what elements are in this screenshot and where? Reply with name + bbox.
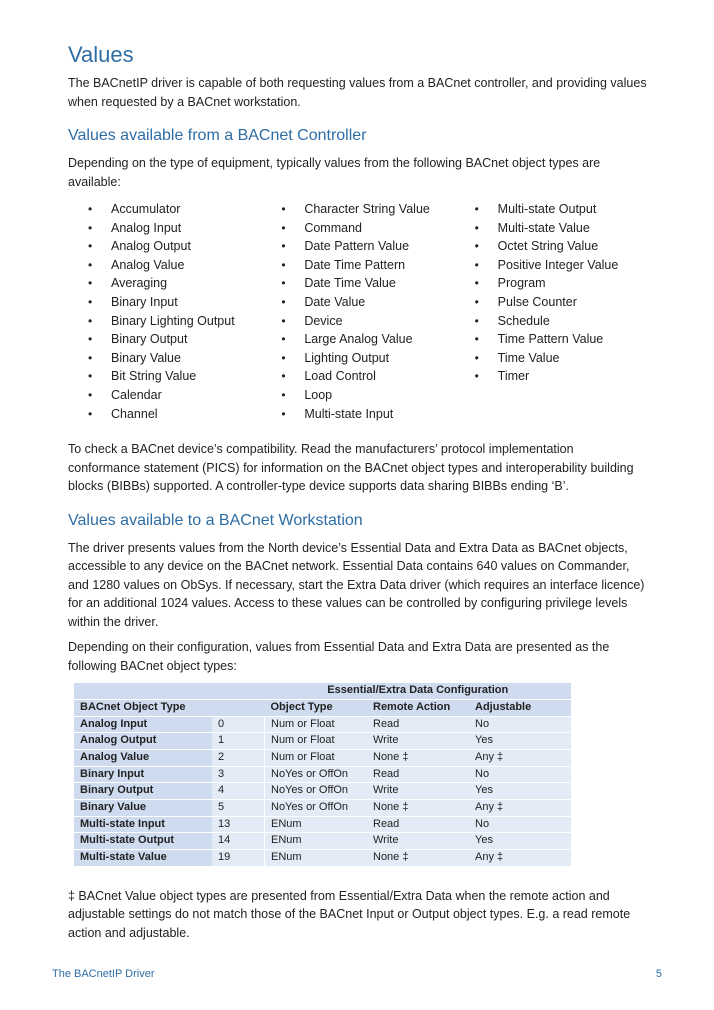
- row-adjustable: Yes: [469, 733, 571, 750]
- row-remote-action: Write: [367, 833, 469, 850]
- row-bacnet-type: Binary Input: [74, 766, 212, 783]
- table-header-bacnet-type: BACnet Object Type: [74, 699, 212, 716]
- object-type-item: • Positive Integer Value: [475, 256, 648, 275]
- row-remote-action: Read: [367, 766, 469, 783]
- object-type-item: • Analog Output: [88, 237, 261, 256]
- object-type-item: • Analog Input: [88, 219, 261, 238]
- table-header-remote-action: Remote Action: [367, 699, 469, 716]
- row-remote-action: Read: [367, 816, 469, 833]
- row-bacnet-type: Binary Value: [74, 800, 212, 817]
- table-header-object-type: Object Type: [265, 699, 368, 716]
- row-adjustable: Yes: [469, 783, 571, 800]
- object-type-column-1: [68, 200, 261, 423]
- table-row: [74, 716, 571, 733]
- table-row: [74, 783, 571, 800]
- table-blank-cell: [212, 683, 265, 699]
- object-type-item: • Averaging: [88, 274, 261, 293]
- table-row: [74, 733, 571, 750]
- object-type-item: • Timer: [475, 367, 648, 386]
- table-blank-cell: [74, 683, 212, 699]
- row-object-type: ENum: [265, 816, 368, 833]
- row-id: 3: [212, 766, 265, 783]
- row-adjustable: Any ‡: [469, 800, 571, 817]
- row-id: 2: [212, 749, 265, 766]
- object-type-item: • Large Analog Value: [281, 330, 454, 349]
- row-adjustable: No: [469, 766, 571, 783]
- row-id: 0: [212, 716, 265, 733]
- row-object-type: Num or Float: [265, 733, 368, 750]
- footnote: ‡ BACnet Value object types are presented from Essential/Extra Data when the remote action and adjustable settings do not match those of the BACnet Input or Output object types. E.g. a read remote action and adjustable.: [68, 888, 631, 940]
- row-id: 5: [212, 800, 265, 817]
- object-type-item: • Multi-state Value: [475, 219, 648, 238]
- object-type-column-3: [455, 200, 648, 423]
- object-type-item: • Binary Input: [88, 293, 261, 312]
- page-footer: [52, 968, 662, 980]
- object-type-columns: [68, 200, 648, 423]
- table-header-adjustable: Adjustable: [469, 699, 571, 716]
- object-type-item: • Bit String Value: [88, 367, 261, 386]
- controller-paragraph: Depending on the type of equipment, typically values from the following BACnet object types are available:: [68, 156, 601, 189]
- row-object-type: Num or Float: [265, 749, 368, 766]
- row-remote-action: None ‡: [367, 749, 469, 766]
- row-object-type: NoYes or OffOn: [265, 766, 368, 783]
- object-type-item: • Time Value: [475, 349, 648, 368]
- page-title: Values: [68, 42, 134, 67]
- workstation-paragraph-2: Depending on their configuration, values from Essential Data and Extra Data are presented as the following BACnet object types:: [68, 640, 610, 673]
- object-type-item: • Binary Lighting Output: [88, 312, 261, 331]
- row-bacnet-type: Multi-state Value: [74, 850, 212, 867]
- row-object-type: NoYes or OffOn: [265, 783, 368, 800]
- row-adjustable: Yes: [469, 833, 571, 850]
- compatibility-paragraph: To check a BACnet device’s compatibility. Read the manufacturers’ protocol implementation conformance statement (PICS) for information on the BACnet object types and interoperability building blocks (BIBBs) supported. A controller-type device supports data sharing BIBBs ending ‘B’.: [68, 442, 634, 494]
- row-bacnet-type: Binary Output: [74, 783, 212, 800]
- row-adjustable: Any ‡: [469, 749, 571, 766]
- row-object-type: ENum: [265, 833, 368, 850]
- row-remote-action: Write: [367, 733, 469, 750]
- table-group-header: Essential/Extra Data Configuration: [265, 683, 572, 699]
- row-bacnet-type: Multi-state Output: [74, 833, 212, 850]
- object-type-item: • Binary Output: [88, 330, 261, 349]
- row-bacnet-type: Analog Input: [74, 716, 212, 733]
- row-adjustable: Any ‡: [469, 850, 571, 867]
- row-remote-action: Read: [367, 716, 469, 733]
- table-row: [74, 749, 571, 766]
- row-id: 4: [212, 783, 265, 800]
- object-type-item: • Binary Value: [88, 349, 261, 368]
- object-type-item: • Date Time Pattern: [281, 256, 454, 275]
- object-type-item: • Time Pattern Value: [475, 330, 648, 349]
- workstation-paragraph-1: The driver presents values from the North device’s Essential Data and Extra Data as BACnet objects, accessible to any device on the BACnet network. Essential Data contains 640 values on Commander, and 1280 values on ObSys. If necessary, start the Extra Data driver (which requires an interface licence) for an additional 1024 values. Access to these values can be controlled by configuring privilege levels within the driver.: [68, 540, 645, 629]
- table-group-header-row: [74, 683, 571, 699]
- object-type-item: • Character String Value: [281, 200, 454, 219]
- object-type-item: • Program: [475, 274, 648, 293]
- row-adjustable: No: [469, 816, 571, 833]
- row-object-type: ENum: [265, 850, 368, 867]
- object-type-item: • Load Control: [281, 367, 454, 386]
- object-type-item: • Accumulator: [88, 200, 261, 219]
- row-remote-action: Write: [367, 783, 469, 800]
- section-heading-controller: Values available from a BACnet Controller: [68, 127, 367, 144]
- table-header-id: [212, 699, 265, 716]
- intro-paragraph: The BACnetIP driver is capable of both requesting values from a BACnet controller, and providing values when requested by a BACnet workstation.: [68, 76, 647, 109]
- row-remote-action: None ‡: [367, 800, 469, 817]
- table-header-row: [74, 699, 571, 716]
- object-type-item: • Channel: [88, 405, 261, 424]
- row-bacnet-type: Multi-state Input: [74, 816, 212, 833]
- object-type-item: • Multi-state Output: [475, 200, 648, 219]
- page-number: 5: [655, 968, 662, 980]
- object-type-item: • Calendar: [88, 386, 261, 405]
- object-type-item: • Date Value: [281, 293, 454, 312]
- row-id: 14: [212, 833, 265, 850]
- object-type-item: • Loop: [281, 386, 454, 405]
- object-type-item: • Pulse Counter: [475, 293, 648, 312]
- row-id: 13: [212, 816, 265, 833]
- row-id: 1: [212, 733, 265, 750]
- row-adjustable: No: [469, 716, 571, 733]
- object-type-table: [74, 683, 571, 867]
- table-row: [74, 766, 571, 783]
- object-type-item: • Lighting Output: [281, 349, 454, 368]
- object-type-item: • Analog Value: [88, 256, 261, 275]
- table-row: [74, 833, 571, 850]
- object-type-column-2: [261, 200, 454, 423]
- row-object-type: NoYes or OffOn: [265, 800, 368, 817]
- row-remote-action: None ‡: [367, 850, 469, 867]
- object-type-item: • Device: [281, 312, 454, 331]
- object-type-item: • Schedule: [475, 312, 648, 331]
- table-row: [74, 816, 571, 833]
- object-type-item: • Multi-state Input: [281, 405, 454, 424]
- footer-title: The BACnetIP Driver: [52, 968, 155, 980]
- object-type-item: • Command: [281, 219, 454, 238]
- object-type-item: • Date Pattern Value: [281, 237, 454, 256]
- row-bacnet-type: Analog Output: [74, 733, 212, 750]
- row-id: 19: [212, 850, 265, 867]
- object-type-item: • Octet String Value: [475, 237, 648, 256]
- row-object-type: Num or Float: [265, 716, 368, 733]
- page-content: [68, 40, 648, 942]
- table-row: [74, 800, 571, 817]
- object-type-item: • Date Time Value: [281, 274, 454, 293]
- row-bacnet-type: Analog Value: [74, 749, 212, 766]
- table-row: [74, 850, 571, 867]
- section-heading-workstation: Values available to a BACnet Workstation: [68, 511, 363, 529]
